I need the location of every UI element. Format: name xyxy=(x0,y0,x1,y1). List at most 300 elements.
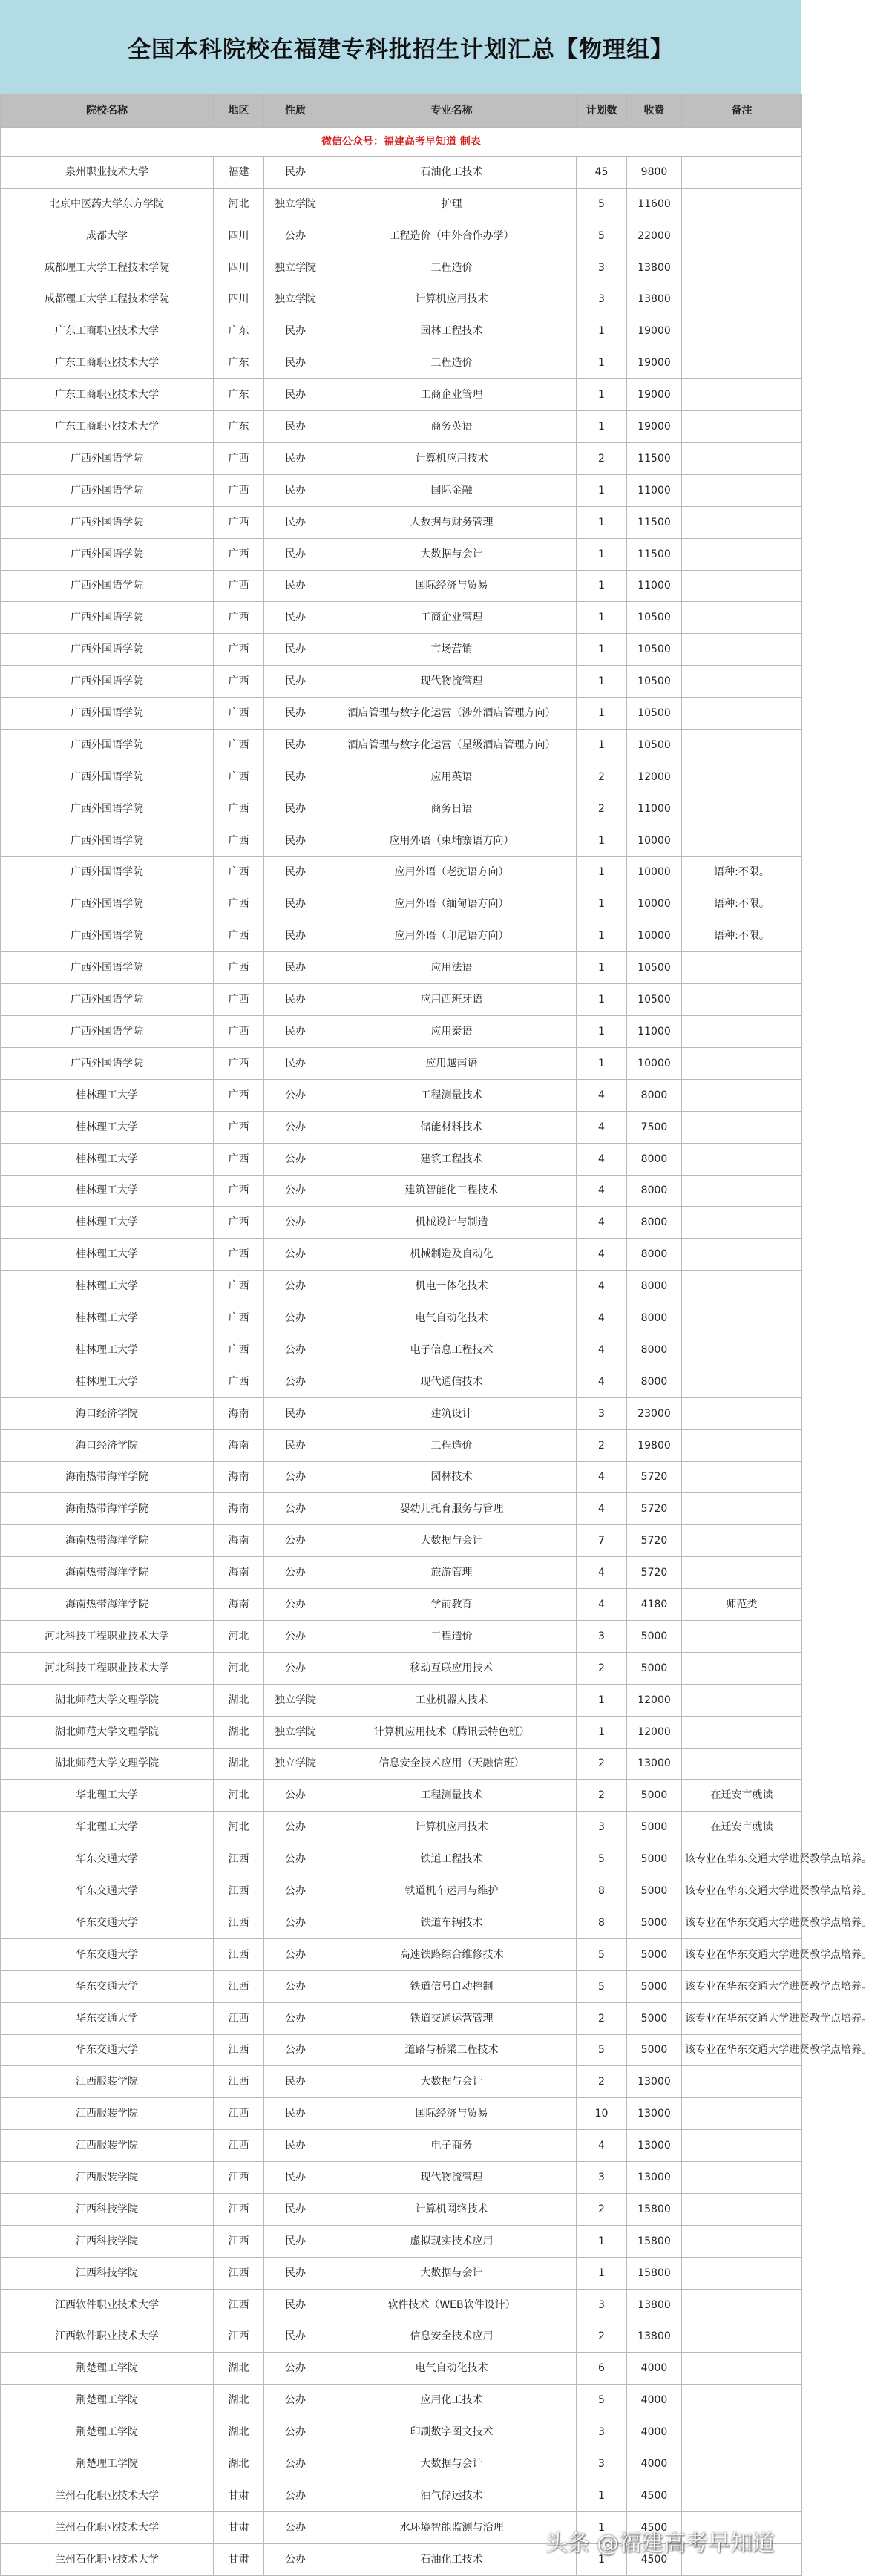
fee-cell: 8000 xyxy=(627,1366,682,1397)
fee-cell: 5000 xyxy=(627,2002,682,2034)
fee-cell: 5720 xyxy=(627,1461,682,1493)
plan-count-cell: 4 xyxy=(577,2130,627,2162)
type-cell: 独立学院 xyxy=(264,1684,327,1716)
remark-cell xyxy=(682,315,802,347)
major-cell: 工程测量技术 xyxy=(327,1780,577,1812)
school-name-cell: 海南热带海洋学院 xyxy=(1,1525,214,1557)
major-cell: 软件技术（WEB软件设计） xyxy=(327,2289,577,2321)
plan-count-cell: 3 xyxy=(577,1812,627,1843)
major-cell: 油气储运技术 xyxy=(327,2480,577,2512)
region-cell: 江西 xyxy=(214,2002,264,2034)
type-cell: 民办 xyxy=(264,2225,327,2257)
school-name-cell: 江西软件职业技术大学 xyxy=(1,2289,214,2321)
region-cell: 四川 xyxy=(214,252,264,284)
table-row xyxy=(1,2385,802,2416)
region-cell: 广西 xyxy=(214,888,264,920)
plan-count-cell: 4 xyxy=(577,1493,627,1525)
plan-count-cell: 2 xyxy=(577,443,627,475)
remark-cell xyxy=(682,1271,802,1302)
major-cell: 计算机应用技术 xyxy=(327,1812,577,1843)
region-cell: 广西 xyxy=(214,602,264,634)
type-cell: 独立学院 xyxy=(264,1748,327,1780)
fee-cell: 13000 xyxy=(627,2162,682,2194)
type-cell: 公办 xyxy=(264,1620,327,1652)
remark-cell xyxy=(682,379,802,411)
region-cell: 广东 xyxy=(214,379,264,411)
table-row xyxy=(1,1143,802,1175)
table-row xyxy=(1,984,802,1016)
type-cell: 民办 xyxy=(264,856,327,888)
fee-cell: 5000 xyxy=(627,1812,682,1843)
major-cell: 国际经济与贸易 xyxy=(327,2098,577,2130)
fee-cell: 19000 xyxy=(627,315,682,347)
remark-cell xyxy=(682,347,802,379)
table-row xyxy=(1,2098,802,2130)
plan-count-cell: 1 xyxy=(577,1047,627,1079)
school-name-cell: 河北科技工程职业技术大学 xyxy=(1,1652,214,1684)
region-cell: 广西 xyxy=(214,570,264,602)
type-cell: 公办 xyxy=(264,1525,327,1557)
remark-cell xyxy=(682,411,802,443)
plan-count-cell: 8 xyxy=(577,1907,627,1938)
remark-cell xyxy=(682,2385,802,2416)
major-cell: 工程造价 xyxy=(327,1429,577,1461)
plan-count-cell: 1 xyxy=(577,698,627,730)
table-row xyxy=(1,284,802,315)
remark-cell xyxy=(682,984,802,1016)
fee-cell: 4000 xyxy=(627,2416,682,2448)
major-cell: 护理 xyxy=(327,188,577,220)
major-cell: 机械制造及自动化 xyxy=(327,1239,577,1271)
school-name-cell: 广西外国语学院 xyxy=(1,952,214,984)
table-row xyxy=(1,252,802,284)
remark-cell xyxy=(682,1111,802,1143)
table-row xyxy=(1,220,802,252)
major-cell: 虚拟现实技术应用 xyxy=(327,2225,577,2257)
fee-cell: 5000 xyxy=(627,1875,682,1907)
school-name-cell: 兰州石化职业技术大学 xyxy=(1,2543,214,2575)
type-cell: 民办 xyxy=(264,2130,327,2162)
fee-cell: 11500 xyxy=(627,443,682,475)
plan-count-cell: 3 xyxy=(577,2289,627,2321)
plan-count-cell: 6 xyxy=(577,2353,627,2385)
type-cell: 民办 xyxy=(264,411,327,443)
plan-count-cell: 3 xyxy=(577,2162,627,2194)
region-cell: 海南 xyxy=(214,1461,264,1493)
plan-count-cell: 1 xyxy=(577,984,627,1016)
region-cell: 河北 xyxy=(214,1652,264,1684)
school-name-cell: 华东交通大学 xyxy=(1,1843,214,1875)
region-cell: 广西 xyxy=(214,474,264,506)
fee-cell: 13000 xyxy=(627,1748,682,1780)
table-row xyxy=(1,474,802,506)
remark-cell xyxy=(682,1366,802,1397)
plan-count-cell: 5 xyxy=(577,2034,627,2066)
region-cell: 广西 xyxy=(214,1175,264,1207)
region-cell: 湖北 xyxy=(214,2448,264,2480)
region-cell: 四川 xyxy=(214,220,264,252)
fee-cell: 23000 xyxy=(627,1397,682,1429)
type-cell: 民办 xyxy=(264,1047,327,1079)
major-cell: 电气自动化技术 xyxy=(327,1302,577,1334)
remark-cell xyxy=(682,2162,802,2194)
school-name-cell: 广西外国语学院 xyxy=(1,888,214,920)
table-row xyxy=(1,856,802,888)
plan-count-cell: 2 xyxy=(577,1429,627,1461)
type-cell: 公办 xyxy=(264,1175,327,1207)
region-cell: 湖北 xyxy=(214,1748,264,1780)
school-name-cell: 江西服装学院 xyxy=(1,2066,214,2098)
table-row xyxy=(1,2480,802,2512)
plan-count-cell: 3 xyxy=(577,2448,627,2480)
table-row xyxy=(1,666,802,698)
type-cell: 民办 xyxy=(264,793,327,825)
school-name-cell: 广西外国语学院 xyxy=(1,474,214,506)
school-name-cell: 海南热带海洋学院 xyxy=(1,1493,214,1525)
school-name-cell: 广西外国语学院 xyxy=(1,506,214,538)
major-cell: 水环境智能监测与治理 xyxy=(327,2511,577,2543)
school-name-cell: 兰州石化职业技术大学 xyxy=(1,2511,214,2543)
region-cell: 海南 xyxy=(214,1493,264,1525)
type-cell: 民办 xyxy=(264,157,327,189)
table-row xyxy=(1,602,802,634)
plan-count-cell: 8 xyxy=(577,1875,627,1907)
remark-cell xyxy=(682,1334,802,1366)
school-name-cell: 海南热带海洋学院 xyxy=(1,1589,214,1621)
remark-cell xyxy=(682,2257,802,2289)
school-name-cell: 桂林理工大学 xyxy=(1,1302,214,1334)
table-row xyxy=(1,2034,802,2066)
column-header-region: 地区 xyxy=(214,94,264,128)
fee-cell: 10000 xyxy=(627,920,682,952)
wechat-note-row xyxy=(1,128,802,157)
plan-count-cell: 4 xyxy=(577,1461,627,1493)
major-cell: 工程造价（中外合作办学） xyxy=(327,220,577,252)
table-row xyxy=(1,538,802,570)
region-cell: 广西 xyxy=(214,730,264,761)
school-name-cell: 桂林理工大学 xyxy=(1,1111,214,1143)
plan-count-cell: 5 xyxy=(577,1938,627,1970)
plan-count-cell: 45 xyxy=(577,157,627,189)
major-cell: 机电一体化技术 xyxy=(327,1271,577,1302)
wechat-note: 微信公众号：福建高考早知道 制表 xyxy=(1,128,802,157)
table-row xyxy=(1,888,802,920)
major-cell: 国际金融 xyxy=(327,474,577,506)
type-cell: 公办 xyxy=(264,1938,327,1970)
fee-cell: 5000 xyxy=(627,1780,682,1812)
major-cell: 信息安全技术应用（天融信班） xyxy=(327,1748,577,1780)
type-cell: 民办 xyxy=(264,1397,327,1429)
type-cell: 公办 xyxy=(264,1366,327,1397)
table-row xyxy=(1,2130,802,2162)
remark-cell xyxy=(682,2098,802,2130)
type-cell: 民办 xyxy=(264,698,327,730)
major-cell: 国际经济与贸易 xyxy=(327,570,577,602)
fee-cell: 10500 xyxy=(627,984,682,1016)
region-cell: 广西 xyxy=(214,856,264,888)
major-cell: 工商企业管理 xyxy=(327,379,577,411)
table-row xyxy=(1,1397,802,1429)
fee-cell: 10000 xyxy=(627,1047,682,1079)
fee-cell: 13000 xyxy=(627,2066,682,2098)
plan-count-cell: 1 xyxy=(577,1016,627,1048)
remark-cell: 该专业在华东交通大学进贤教学点培养。 xyxy=(682,1907,802,1938)
remark-cell xyxy=(682,2353,802,2385)
table-row xyxy=(1,1812,802,1843)
type-cell: 公办 xyxy=(264,1493,327,1525)
region-cell: 江西 xyxy=(214,2066,264,2098)
plan-count-cell: 2 xyxy=(577,761,627,793)
school-name-cell: 广西外国语学院 xyxy=(1,570,214,602)
school-name-cell: 广西外国语学院 xyxy=(1,730,214,761)
type-cell: 公办 xyxy=(264,1875,327,1907)
major-cell: 工程造价 xyxy=(327,347,577,379)
major-cell: 大数据与会计 xyxy=(327,538,577,570)
plan-count-cell: 4 xyxy=(577,1079,627,1111)
region-cell: 江西 xyxy=(214,1907,264,1938)
remark-cell xyxy=(682,2130,802,2162)
fee-cell: 4000 xyxy=(627,2353,682,2385)
major-cell: 大数据与会计 xyxy=(327,2448,577,2480)
enrollment-plan-table xyxy=(0,94,872,2576)
fee-cell: 5000 xyxy=(627,1970,682,2002)
fee-cell: 11000 xyxy=(627,793,682,825)
type-cell: 公办 xyxy=(264,220,327,252)
type-cell: 公办 xyxy=(264,1239,327,1271)
major-cell: 铁道车辆技术 xyxy=(327,1907,577,1938)
major-cell: 应用化工技术 xyxy=(327,2385,577,2416)
major-cell: 移动互联应用技术 xyxy=(327,1652,577,1684)
school-name-cell: 荆楚理工学院 xyxy=(1,2416,214,2448)
major-cell: 应用泰语 xyxy=(327,1016,577,1048)
remark-cell xyxy=(682,1748,802,1780)
plan-count-cell: 3 xyxy=(577,284,627,315)
region-cell: 江西 xyxy=(214,1970,264,2002)
remark-cell xyxy=(682,2448,802,2480)
region-cell: 广西 xyxy=(214,1111,264,1143)
major-cell: 工商企业管理 xyxy=(327,602,577,634)
plan-count-cell: 1 xyxy=(577,538,627,570)
fee-cell: 12000 xyxy=(627,761,682,793)
major-cell: 大数据与会计 xyxy=(327,2257,577,2289)
table-row xyxy=(1,825,802,856)
fee-cell: 11600 xyxy=(627,188,682,220)
plan-count-cell: 1 xyxy=(577,2511,627,2543)
table-row xyxy=(1,1843,802,1875)
plan-count-cell: 4 xyxy=(577,1589,627,1621)
major-cell: 大数据与会计 xyxy=(327,2066,577,2098)
fee-cell: 8000 xyxy=(627,1302,682,1334)
school-name-cell: 广西外国语学院 xyxy=(1,825,214,856)
type-cell: 民办 xyxy=(264,920,327,952)
region-cell: 湖北 xyxy=(214,2416,264,2448)
column-header-fee: 收费 xyxy=(627,94,682,128)
remark-cell xyxy=(682,157,802,189)
school-name-cell: 桂林理工大学 xyxy=(1,1271,214,1302)
school-name-cell: 海口经济学院 xyxy=(1,1397,214,1429)
remark-cell xyxy=(682,793,802,825)
remark-cell xyxy=(682,1207,802,1239)
table-row xyxy=(1,2002,802,2034)
type-cell: 民办 xyxy=(264,570,327,602)
table-row xyxy=(1,1684,802,1716)
remark-cell xyxy=(682,1016,802,1048)
table-row xyxy=(1,730,802,761)
plan-count-cell: 2 xyxy=(577,2002,627,2034)
remark-cell xyxy=(682,220,802,252)
major-cell: 应用英语 xyxy=(327,761,577,793)
region-cell: 广西 xyxy=(214,1271,264,1302)
fee-cell: 13800 xyxy=(627,284,682,315)
region-cell: 海南 xyxy=(214,1557,264,1589)
fee-cell: 4000 xyxy=(627,2385,682,2416)
plan-count-cell: 2 xyxy=(577,1780,627,1812)
fee-cell: 8000 xyxy=(627,1175,682,1207)
region-cell: 湖北 xyxy=(214,2353,264,2385)
page-header xyxy=(0,0,801,94)
remark-cell xyxy=(682,1397,802,1429)
fee-cell: 8000 xyxy=(627,1239,682,1271)
region-cell: 广西 xyxy=(214,984,264,1016)
table-row xyxy=(1,952,802,984)
plan-count-cell: 4 xyxy=(577,1302,627,1334)
school-name-cell: 成都理工大学工程技术学院 xyxy=(1,284,214,315)
plan-count-cell: 2 xyxy=(577,1748,627,1780)
table-row xyxy=(1,1111,802,1143)
type-cell: 民办 xyxy=(264,315,327,347)
school-name-cell: 海南热带海洋学院 xyxy=(1,1557,214,1589)
fee-cell: 10500 xyxy=(627,730,682,761)
region-cell: 江西 xyxy=(214,2162,264,2194)
school-name-cell: 兰州石化职业技术大学 xyxy=(1,2480,214,2512)
table-row xyxy=(1,761,802,793)
school-name-cell: 湖北师范大学文理学院 xyxy=(1,1716,214,1748)
remark-cell xyxy=(682,2480,802,2512)
region-cell: 江西 xyxy=(214,2225,264,2257)
major-cell: 电子信息工程技术 xyxy=(327,1334,577,1366)
plan-count-cell: 3 xyxy=(577,1397,627,1429)
school-name-cell: 江西软件职业技术大学 xyxy=(1,2321,214,2353)
plan-count-cell: 5 xyxy=(577,2385,627,2416)
region-cell: 广西 xyxy=(214,1366,264,1397)
plan-count-cell: 4 xyxy=(577,1557,627,1589)
remark-cell xyxy=(682,2225,802,2257)
school-name-cell: 华北理工大学 xyxy=(1,1812,214,1843)
school-name-cell: 江西服装学院 xyxy=(1,2098,214,2130)
table-row xyxy=(1,1938,802,1970)
major-cell: 应用法语 xyxy=(327,952,577,984)
plan-count-cell: 1 xyxy=(577,952,627,984)
remark-cell: 该专业在华东交通大学进贤教学点培养。 xyxy=(682,1970,802,2002)
region-cell: 江西 xyxy=(214,2194,264,2226)
school-name-cell: 广西外国语学院 xyxy=(1,856,214,888)
type-cell: 公办 xyxy=(264,1843,327,1875)
table-row xyxy=(1,1970,802,2002)
school-name-cell: 广东工商职业技术大学 xyxy=(1,347,214,379)
type-cell: 独立学院 xyxy=(264,1716,327,1748)
school-name-cell: 华东交通大学 xyxy=(1,1907,214,1938)
type-cell: 公办 xyxy=(264,2448,327,2480)
fee-cell: 5000 xyxy=(627,1938,682,1970)
major-cell: 计算机应用技术 xyxy=(327,284,577,315)
region-cell: 广西 xyxy=(214,538,264,570)
fee-cell: 5000 xyxy=(627,1620,682,1652)
remark-cell xyxy=(682,1652,802,1684)
remark-cell: 该专业在华东交通大学进贤教学点培养。 xyxy=(682,1875,802,1907)
region-cell: 河北 xyxy=(214,188,264,220)
region-cell: 广西 xyxy=(214,825,264,856)
remark-cell: 该专业在华东交通大学进贤教学点培养。 xyxy=(682,2034,802,2066)
fee-cell: 13000 xyxy=(627,2098,682,2130)
type-cell: 民办 xyxy=(264,1016,327,1048)
fee-cell: 4500 xyxy=(627,2511,682,2543)
fee-cell: 5720 xyxy=(627,1557,682,1589)
school-name-cell: 桂林理工大学 xyxy=(1,1079,214,1111)
major-cell: 印刷数字图文技术 xyxy=(327,2416,577,2448)
region-cell: 甘肃 xyxy=(214,2511,264,2543)
major-cell: 石油化工技术 xyxy=(327,2543,577,2575)
fee-cell: 19800 xyxy=(627,1429,682,1461)
major-cell: 市场营销 xyxy=(327,634,577,666)
type-cell: 公办 xyxy=(264,1143,327,1175)
remark-cell xyxy=(682,2321,802,2353)
remark-cell xyxy=(682,952,802,984)
school-name-cell: 广西外国语学院 xyxy=(1,602,214,634)
fee-cell: 8000 xyxy=(627,1207,682,1239)
type-cell: 民办 xyxy=(264,506,327,538)
table-row xyxy=(1,1429,802,1461)
type-cell: 民办 xyxy=(264,2162,327,2194)
table-row xyxy=(1,1207,802,1239)
region-cell: 广东 xyxy=(214,347,264,379)
column-header-major: 专业名称 xyxy=(327,94,577,128)
school-name-cell: 湖北师范大学文理学院 xyxy=(1,1684,214,1716)
region-cell: 江西 xyxy=(214,2034,264,2066)
fee-cell: 10500 xyxy=(627,952,682,984)
fee-cell: 5000 xyxy=(627,2034,682,2066)
school-name-cell: 江西服装学院 xyxy=(1,2130,214,2162)
region-cell: 广东 xyxy=(214,315,264,347)
fee-cell: 5000 xyxy=(627,1843,682,1875)
fee-cell: 10000 xyxy=(627,856,682,888)
region-cell: 广西 xyxy=(214,952,264,984)
major-cell: 铁道交通运营管理 xyxy=(327,2002,577,2034)
school-name-cell: 华东交通大学 xyxy=(1,1938,214,1970)
remark-cell xyxy=(682,474,802,506)
major-cell: 储能材料技术 xyxy=(327,1111,577,1143)
plan-count-cell: 5 xyxy=(577,188,627,220)
table-row xyxy=(1,1461,802,1493)
school-name-cell: 广西外国语学院 xyxy=(1,443,214,475)
column-header-type: 性质 xyxy=(264,94,327,128)
plan-count-cell: 4 xyxy=(577,1366,627,1397)
type-cell: 公办 xyxy=(264,1271,327,1302)
region-cell: 江西 xyxy=(214,2257,264,2289)
major-cell: 工程测量技术 xyxy=(327,1079,577,1111)
region-cell: 江西 xyxy=(214,1875,264,1907)
major-cell: 道路与桥梁工程技术 xyxy=(327,2034,577,2066)
school-name-cell: 江西科技学院 xyxy=(1,2194,214,2226)
type-cell: 公办 xyxy=(264,1079,327,1111)
page-title: 全国本科院校在福建专科批招生计划汇总【物理组】 xyxy=(128,36,674,63)
type-cell: 公办 xyxy=(264,2416,327,2448)
table-row xyxy=(1,2066,802,2098)
region-cell: 河北 xyxy=(214,1812,264,1843)
type-cell: 民办 xyxy=(264,2194,327,2226)
plan-count-cell: 3 xyxy=(577,1620,627,1652)
major-cell: 园林工程技术 xyxy=(327,315,577,347)
type-cell: 公办 xyxy=(264,1812,327,1843)
